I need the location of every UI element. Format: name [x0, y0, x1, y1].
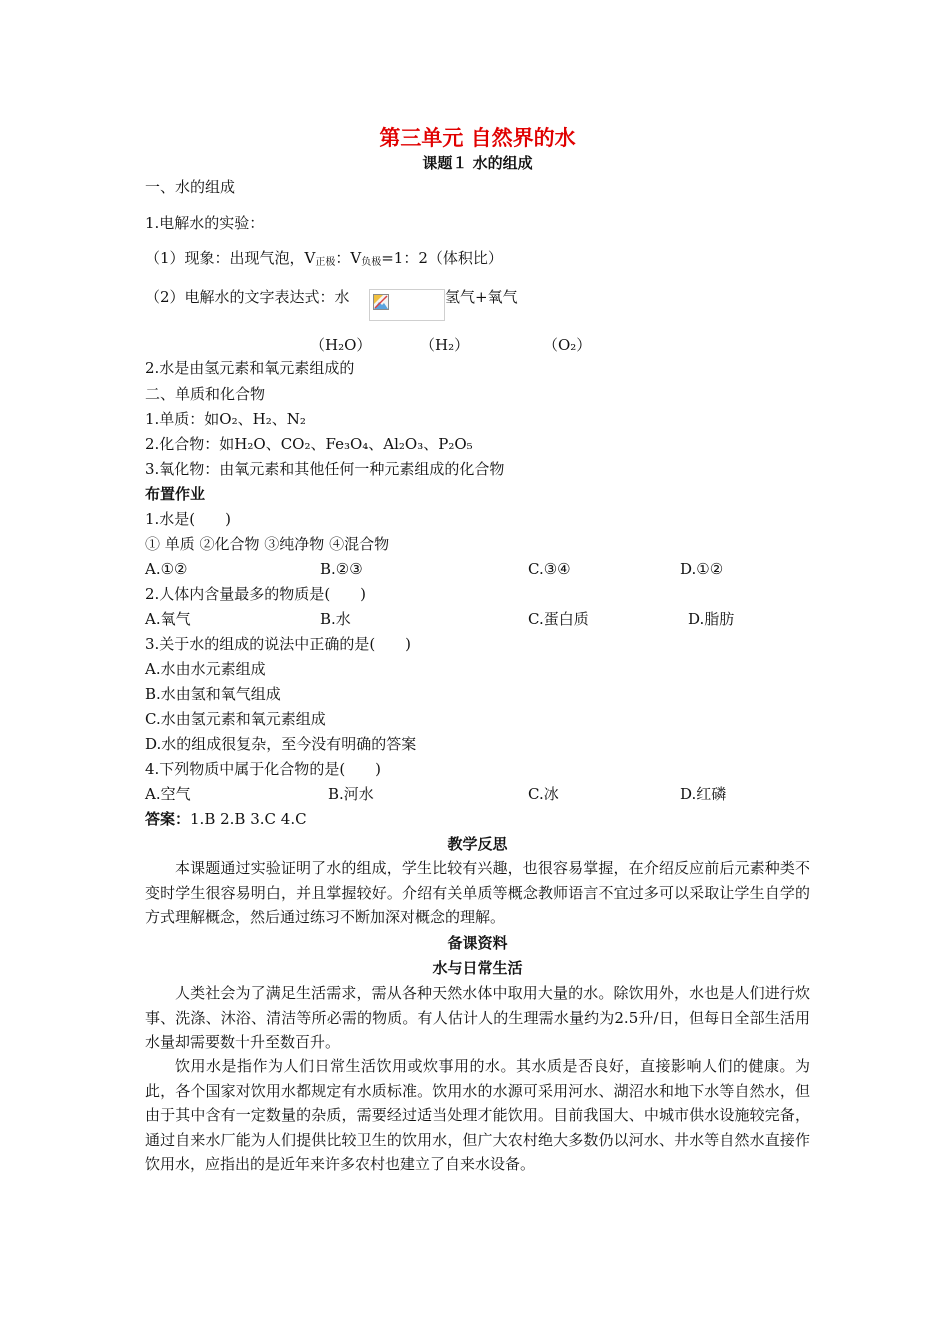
- question-4: 4.下列物质中属于化合物的是( ): [145, 760, 382, 778]
- sub-negative: 负极: [361, 257, 382, 268]
- answer-label: 答案：: [145, 810, 191, 828]
- question-3: 3.关于水的组成的说法中正确的是( ): [145, 635, 412, 653]
- expression-suffix: 氢气+氧气: [445, 288, 518, 306]
- q4-option-d: D.红磷: [680, 785, 727, 803]
- question-1-stem: ① 单质 ②化合物 ③纯净物 ④混合物: [145, 535, 390, 553]
- section2-item1: 1.单质：如O₂、H₂、N₂: [145, 410, 306, 428]
- question-2: 2.人体内含量最多的物质是( ): [145, 585, 367, 603]
- broken-image-icon: [373, 294, 389, 310]
- lesson-subtitle: 课题１ 水的组成: [422, 154, 533, 172]
- resources-heading: 备课资料: [447, 934, 508, 952]
- q4-option-b: B.河水: [328, 785, 374, 803]
- phenomenon-ratio: =1：2（体积比）: [381, 249, 503, 267]
- q3-option-a: A.水由水元素组成: [145, 660, 266, 678]
- resources-paragraph-2: 饮用水是指作为人们日常生活饮用或炊事用的水。其水质是否良好，直接影响人们的健康。为此，各个国家对饮用水都规定有水质标准。饮用水的水源可采用河水、湖沼水和地下水等自然水，但由于其中含有一定数量的杂质，需要经过适当处理才能饮用。目前我国大、中城市供水设施较完备，通过自来水厂能为人们提供比较卫生的饮用水，但广大农村绝大多数仍以河水、井水等自然水直接作饮用水，应指出的是近年来许多农村也建立了自来水设备。: [145, 1057, 810, 1173]
- section2-item3: 3.氧化物：由氧元素和其他任何一种元素组成的化合物: [145, 460, 505, 478]
- resources-subheading: 水与日常生活: [432, 959, 523, 977]
- section2-item2: 2.化合物：如H₂O、CO₂、Fe₃O₄、Al₂O₃、P₂O₅: [145, 435, 473, 453]
- q2-option-a: A.氧气: [145, 610, 191, 628]
- q3-option-b: B.水由氢和氧气组成: [145, 685, 281, 703]
- section2-heading: 二、单质和化合物: [145, 385, 266, 403]
- expression-prefix: （2）电解水的文字表达式：水: [145, 288, 350, 306]
- phenomenon-line: [145, 248, 503, 273]
- q2-option-c: C.蛋白质: [528, 610, 589, 628]
- sub-positive: 正极: [315, 257, 336, 268]
- question-1: 1.水是( ): [145, 510, 232, 528]
- formula-water: （H₂O）: [310, 336, 372, 354]
- phenomenon-prefix: （1）现象：出现气泡，V: [145, 249, 316, 267]
- q4-option-c: C.冰: [528, 785, 559, 803]
- q1-option-c: C.③④: [528, 560, 571, 578]
- q4-option-a: A.空气: [145, 785, 191, 803]
- q1-option-a: A.①②: [145, 560, 188, 578]
- q1-option-b: B.②③: [320, 560, 363, 578]
- section1-item2: 2.水是由氢元素和氧元素组成的: [145, 359, 355, 377]
- formula-o2: （O₂）: [543, 336, 592, 354]
- answer-line: [145, 809, 307, 829]
- unit-title: 第三单元 自然界的水: [379, 126, 576, 150]
- q3-option-c: C.水由氢元素和氧元素组成: [145, 710, 326, 728]
- q3-option-d: D.水的组成很复杂，至今没有明确的答案: [145, 735, 417, 753]
- q2-option-d: D.脂肪: [688, 610, 735, 628]
- phenomenon-colon: ：V: [335, 249, 362, 267]
- q1-option-d: D.①②: [680, 560, 724, 578]
- broken-image-placeholder: [369, 289, 445, 321]
- section1-item1: 1.电解水的实验：: [145, 214, 265, 232]
- reflection-paragraph: 本课题通过实验证明了水的组成，学生比较有兴趣，也很容易掌握，在介绍反应前后元素种类不变时学生很容易明白，并且掌握较好。介绍有关单质等概念教师语言不宜过多可以采取让学生自学的方式理解概念，然后通过练习不断加深对概念的理解。: [145, 859, 810, 926]
- reflection-heading: 教学反思: [447, 835, 508, 853]
- formula-h2: （H₂）: [420, 336, 470, 354]
- homework-heading: 布置作业: [145, 485, 206, 503]
- section1-heading: 一、水的组成: [145, 178, 236, 196]
- q2-option-b: B.水: [320, 610, 351, 628]
- answer-text: 1.B 2.B 3.C 4.C: [190, 810, 307, 828]
- resources-paragraph-1: 人类社会为了满足生活需求，需从各种天然水体中取用大量的水。除饮用外，水也是人们进行炊事、洗涤、沐浴、清洁等所必需的物质。有人估计人的生理需水量约为2.5升/日，但每日全部生活用水量却需要数十升至数百升。: [145, 984, 810, 1051]
